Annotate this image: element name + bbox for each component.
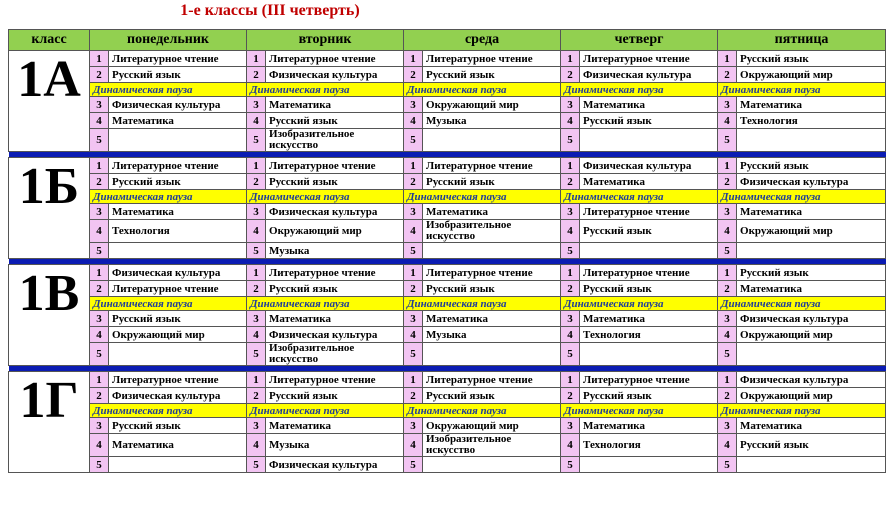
lesson-number: 4: [404, 113, 423, 129]
lesson-number: 2: [718, 388, 737, 404]
lesson-number: 3: [404, 418, 423, 434]
lesson-number: 5: [247, 243, 266, 259]
lesson-number: 1: [247, 158, 266, 174]
pause-cell: Динамическая пауза: [561, 297, 718, 311]
pause-row: [9, 190, 886, 204]
subject-cell: Русский язык: [423, 281, 561, 297]
subject-cell: Математика: [266, 311, 404, 327]
lesson-number: 3: [404, 204, 423, 220]
day-header-tuesday: вторник: [247, 30, 404, 51]
lesson-number: 5: [561, 343, 580, 366]
subject-cell: Русский язык: [580, 220, 718, 243]
lesson-number: 5: [247, 129, 266, 152]
subject-cell: Технология: [580, 327, 718, 343]
subject-cell: Окружающий мир: [423, 418, 561, 434]
schedule-table: [8, 29, 886, 473]
lesson-number: 1: [561, 158, 580, 174]
lesson-number: 4: [718, 327, 737, 343]
lesson-number: 4: [561, 434, 580, 457]
day-header-friday: пятница: [718, 30, 886, 51]
pause-cell: Динамическая пауза: [247, 297, 404, 311]
lesson-number: 1: [90, 51, 109, 67]
pause-cell: Динамическая пауза: [561, 190, 718, 204]
lesson-row: [9, 327, 886, 343]
lesson-number: 1: [404, 372, 423, 388]
lesson-row: [9, 243, 886, 259]
lesson-number: 1: [247, 265, 266, 281]
subject-cell: Математика: [737, 281, 886, 297]
subject-cell: [737, 243, 886, 259]
lesson-number: 5: [90, 457, 109, 473]
subject-cell: Литературное чтение: [266, 265, 404, 281]
subject-cell: Русский язык: [737, 265, 886, 281]
subject-cell: Литературное чтение: [109, 281, 247, 297]
subject-cell: Окружающий мир: [423, 97, 561, 113]
lesson-number: 1: [718, 372, 737, 388]
lesson-number: 5: [718, 343, 737, 366]
lesson-number: 4: [90, 327, 109, 343]
subject-cell: Физическая культура: [266, 327, 404, 343]
lesson-number: 3: [561, 204, 580, 220]
subject-cell: [423, 243, 561, 259]
subject-cell: Физическая культура: [737, 311, 886, 327]
lesson-number: 5: [90, 129, 109, 152]
subject-cell: Окружающий мир: [737, 327, 886, 343]
subject-cell: Технология: [737, 113, 886, 129]
subject-cell: Изобразительное искусство: [266, 129, 404, 152]
lesson-number: 4: [404, 220, 423, 243]
subject-cell: Окружающий мир: [737, 388, 886, 404]
class-name: 1Г: [9, 372, 90, 473]
subject-cell: Литературное чтение: [423, 158, 561, 174]
subject-cell: Математика: [109, 113, 247, 129]
lesson-number: 2: [247, 281, 266, 297]
lesson-row: [9, 311, 886, 327]
lesson-number: 5: [561, 457, 580, 473]
pause-cell: Динамическая пауза: [247, 190, 404, 204]
lesson-number: 3: [90, 97, 109, 113]
lesson-number: 1: [247, 51, 266, 67]
lesson-row: [9, 418, 886, 434]
subject-cell: Физическая культура: [109, 265, 247, 281]
subject-cell: Русский язык: [423, 174, 561, 190]
pause-cell: Динамическая пауза: [90, 190, 247, 204]
class-name: 1В: [9, 265, 90, 366]
subject-cell: Изобразительное искусство: [266, 343, 404, 366]
subject-cell: [109, 243, 247, 259]
subject-cell: Математика: [423, 204, 561, 220]
subject-cell: Математика: [737, 204, 886, 220]
lesson-number: 5: [561, 129, 580, 152]
pause-cell: Динамическая пауза: [718, 83, 886, 97]
subject-cell: Литературное чтение: [580, 372, 718, 388]
lesson-number: 2: [561, 388, 580, 404]
lesson-number: 4: [718, 434, 737, 457]
subject-cell: Математика: [580, 311, 718, 327]
lesson-number: 4: [247, 220, 266, 243]
lesson-number: 5: [404, 343, 423, 366]
subject-cell: Литературное чтение: [423, 51, 561, 67]
lesson-row: [9, 281, 886, 297]
subject-cell: Физическая культура: [737, 372, 886, 388]
lesson-number: 3: [247, 204, 266, 220]
subject-cell: [737, 343, 886, 366]
lesson-number: 2: [90, 67, 109, 83]
lesson-number: 5: [247, 457, 266, 473]
lesson-number: 5: [404, 129, 423, 152]
lesson-number: 5: [90, 343, 109, 366]
subject-cell: Русский язык: [580, 281, 718, 297]
pause-cell: Динамическая пауза: [404, 83, 561, 97]
subject-cell: Физическая культура: [109, 388, 247, 404]
subject-cell: Технология: [580, 434, 718, 457]
lesson-number: 1: [561, 265, 580, 281]
lesson-number: 2: [718, 67, 737, 83]
lesson-row: [9, 434, 886, 457]
pause-cell: Динамическая пауза: [561, 404, 718, 418]
lesson-number: 3: [718, 418, 737, 434]
pause-cell: Динамическая пауза: [247, 83, 404, 97]
subject-cell: Окружающий мир: [109, 327, 247, 343]
lesson-number: 3: [404, 97, 423, 113]
subject-cell: Русский язык: [580, 113, 718, 129]
lesson-number: 5: [718, 457, 737, 473]
lesson-number: 3: [718, 311, 737, 327]
subject-cell: Окружающий мир: [737, 67, 886, 83]
pause-cell: Динамическая пауза: [90, 404, 247, 418]
subject-cell: [737, 129, 886, 152]
subject-cell: [423, 457, 561, 473]
subject-cell: Математика: [423, 311, 561, 327]
lesson-row: [9, 220, 886, 243]
lesson-row: [9, 372, 886, 388]
lesson-row: [9, 265, 886, 281]
lesson-number: 2: [561, 174, 580, 190]
lesson-number: 1: [718, 158, 737, 174]
subject-cell: Математика: [580, 174, 718, 190]
lesson-number: 2: [404, 174, 423, 190]
lesson-number: 3: [561, 97, 580, 113]
lesson-number: 4: [561, 113, 580, 129]
subject-cell: Литературное чтение: [109, 51, 247, 67]
subject-cell: Физическая культура: [266, 457, 404, 473]
lesson-number: 1: [561, 372, 580, 388]
lesson-row: [9, 67, 886, 83]
subject-cell: Русский язык: [737, 434, 886, 457]
subject-cell: Русский язык: [423, 67, 561, 83]
subject-cell: Литературное чтение: [580, 204, 718, 220]
lesson-number: 5: [718, 243, 737, 259]
lesson-number: 4: [90, 434, 109, 457]
subject-cell: [580, 129, 718, 152]
header-row: [9, 30, 886, 51]
lesson-number: 4: [404, 327, 423, 343]
lesson-number: 3: [718, 204, 737, 220]
day-header-wednesday: среда: [404, 30, 561, 51]
pause-cell: Динамическая пауза: [90, 83, 247, 97]
subject-cell: Математика: [109, 434, 247, 457]
subject-cell: Литературное чтение: [109, 158, 247, 174]
subject-cell: Окружающий мир: [266, 220, 404, 243]
subject-cell: Технология: [109, 220, 247, 243]
subject-cell: Математика: [109, 204, 247, 220]
day-header-monday: понедельник: [90, 30, 247, 51]
pause-row: [9, 83, 886, 97]
subject-cell: Математика: [580, 418, 718, 434]
subject-cell: Русский язык: [266, 388, 404, 404]
subject-cell: Изобразительное искусство: [423, 434, 561, 457]
subject-cell: Литературное чтение: [423, 372, 561, 388]
subject-cell: Музыка: [423, 113, 561, 129]
subject-cell: Литературное чтение: [266, 51, 404, 67]
lesson-number: 5: [404, 243, 423, 259]
subject-cell: Литературное чтение: [109, 372, 247, 388]
lesson-number: 4: [90, 220, 109, 243]
subject-cell: Музыка: [266, 243, 404, 259]
pause-cell: Динамическая пауза: [404, 190, 561, 204]
lesson-row: [9, 51, 886, 67]
lesson-number: 4: [247, 434, 266, 457]
lesson-number: 5: [404, 457, 423, 473]
subject-cell: [737, 457, 886, 473]
lesson-number: 1: [718, 51, 737, 67]
lesson-number: 3: [247, 97, 266, 113]
lesson-number: 5: [718, 129, 737, 152]
subject-cell: [109, 343, 247, 366]
pause-cell: Динамическая пауза: [718, 297, 886, 311]
class-header: класс: [9, 30, 90, 51]
lesson-row: [9, 129, 886, 152]
lesson-number: 3: [718, 97, 737, 113]
lesson-number: 3: [90, 311, 109, 327]
lesson-row: [9, 204, 886, 220]
lesson-number: 1: [90, 158, 109, 174]
pause-cell: Динамическая пауза: [247, 404, 404, 418]
subject-cell: Русский язык: [109, 174, 247, 190]
subject-cell: Литературное чтение: [266, 158, 404, 174]
lesson-number: 1: [404, 265, 423, 281]
lesson-number: 2: [90, 388, 109, 404]
subject-cell: Русский язык: [109, 67, 247, 83]
lesson-number: 1: [404, 51, 423, 67]
pause-cell: Динамическая пауза: [718, 190, 886, 204]
subject-cell: [423, 129, 561, 152]
lesson-number: 2: [90, 174, 109, 190]
lesson-number: 4: [718, 113, 737, 129]
subject-cell: Литературное чтение: [580, 51, 718, 67]
lesson-number: 4: [404, 434, 423, 457]
lesson-number: 4: [718, 220, 737, 243]
lesson-number: 2: [247, 174, 266, 190]
subject-cell: Музыка: [266, 434, 404, 457]
lesson-number: 3: [561, 311, 580, 327]
subject-cell: Физическая культура: [266, 67, 404, 83]
subject-cell: Музыка: [423, 327, 561, 343]
subject-cell: Физическая культура: [266, 204, 404, 220]
lesson-row: [9, 158, 886, 174]
lesson-number: 2: [404, 388, 423, 404]
lesson-number: 5: [561, 243, 580, 259]
lesson-number: 4: [90, 113, 109, 129]
lesson-number: 2: [718, 281, 737, 297]
lesson-number: 1: [718, 265, 737, 281]
lesson-number: 2: [718, 174, 737, 190]
subject-cell: [580, 343, 718, 366]
pause-cell: Динамическая пауза: [404, 297, 561, 311]
pause-cell: Динамическая пауза: [718, 404, 886, 418]
lesson-number: 1: [404, 158, 423, 174]
lesson-number: 2: [561, 67, 580, 83]
subject-cell: Математика: [737, 418, 886, 434]
lesson-row: [9, 388, 886, 404]
lesson-number: 2: [404, 67, 423, 83]
day-header-thursday: четверг: [561, 30, 718, 51]
subject-cell: Литературное чтение: [580, 265, 718, 281]
lesson-number: 4: [247, 327, 266, 343]
class-name: 1А: [9, 51, 90, 152]
subject-cell: Русский язык: [266, 113, 404, 129]
subject-cell: Русский язык: [737, 51, 886, 67]
lesson-number: 3: [247, 418, 266, 434]
lesson-row: [9, 457, 886, 473]
lesson-row: [9, 97, 886, 113]
subject-cell: Русский язык: [109, 418, 247, 434]
subject-cell: Русский язык: [423, 388, 561, 404]
subject-cell: Физическая культура: [737, 174, 886, 190]
subject-cell: [109, 457, 247, 473]
lesson-number: 2: [90, 281, 109, 297]
lesson-row: [9, 343, 886, 366]
subject-cell: Русский язык: [737, 158, 886, 174]
subject-cell: [580, 243, 718, 259]
subject-cell: Литературное чтение: [423, 265, 561, 281]
lesson-number: 5: [90, 243, 109, 259]
lesson-number: 2: [247, 388, 266, 404]
lesson-number: 4: [247, 113, 266, 129]
subject-cell: Математика: [266, 418, 404, 434]
pause-row: [9, 297, 886, 311]
subject-cell: Изобразительное искусство: [423, 220, 561, 243]
lesson-number: 4: [561, 220, 580, 243]
lesson-number: 3: [247, 311, 266, 327]
lesson-number: 2: [404, 281, 423, 297]
subject-cell: [580, 457, 718, 473]
subject-cell: Русский язык: [109, 311, 247, 327]
class-name: 1Б: [9, 158, 90, 259]
lesson-number: 3: [561, 418, 580, 434]
lesson-number: 3: [404, 311, 423, 327]
lesson-number: 3: [90, 418, 109, 434]
pause-cell: Динамическая пауза: [561, 83, 718, 97]
subject-cell: [423, 343, 561, 366]
subject-cell: Русский язык: [266, 281, 404, 297]
subject-cell: Физическая культура: [580, 67, 718, 83]
subject-cell: Математика: [737, 97, 886, 113]
pause-row: [9, 404, 886, 418]
subject-cell: Литературное чтение: [266, 372, 404, 388]
subject-cell: [109, 129, 247, 152]
lesson-number: 3: [90, 204, 109, 220]
lesson-number: 2: [561, 281, 580, 297]
subject-cell: Физическая культура: [580, 158, 718, 174]
subject-cell: Русский язык: [266, 174, 404, 190]
pause-cell: Динамическая пауза: [90, 297, 247, 311]
subject-cell: Математика: [580, 97, 718, 113]
lesson-row: [9, 113, 886, 129]
lesson-number: 1: [561, 51, 580, 67]
subject-cell: Русский язык: [580, 388, 718, 404]
lesson-row: [9, 174, 886, 190]
pause-cell: Динамическая пауза: [404, 404, 561, 418]
subject-cell: Окружающий мир: [737, 220, 886, 243]
lesson-number: 4: [561, 327, 580, 343]
subject-cell: Физическая культура: [109, 97, 247, 113]
subject-cell: Математика: [266, 97, 404, 113]
lesson-number: 1: [247, 372, 266, 388]
lesson-number: 1: [90, 372, 109, 388]
lesson-number: 2: [247, 67, 266, 83]
lesson-number: 1: [90, 265, 109, 281]
page-title: 1-е классы (III четверть): [180, 2, 360, 19]
lesson-number: 5: [247, 343, 266, 366]
